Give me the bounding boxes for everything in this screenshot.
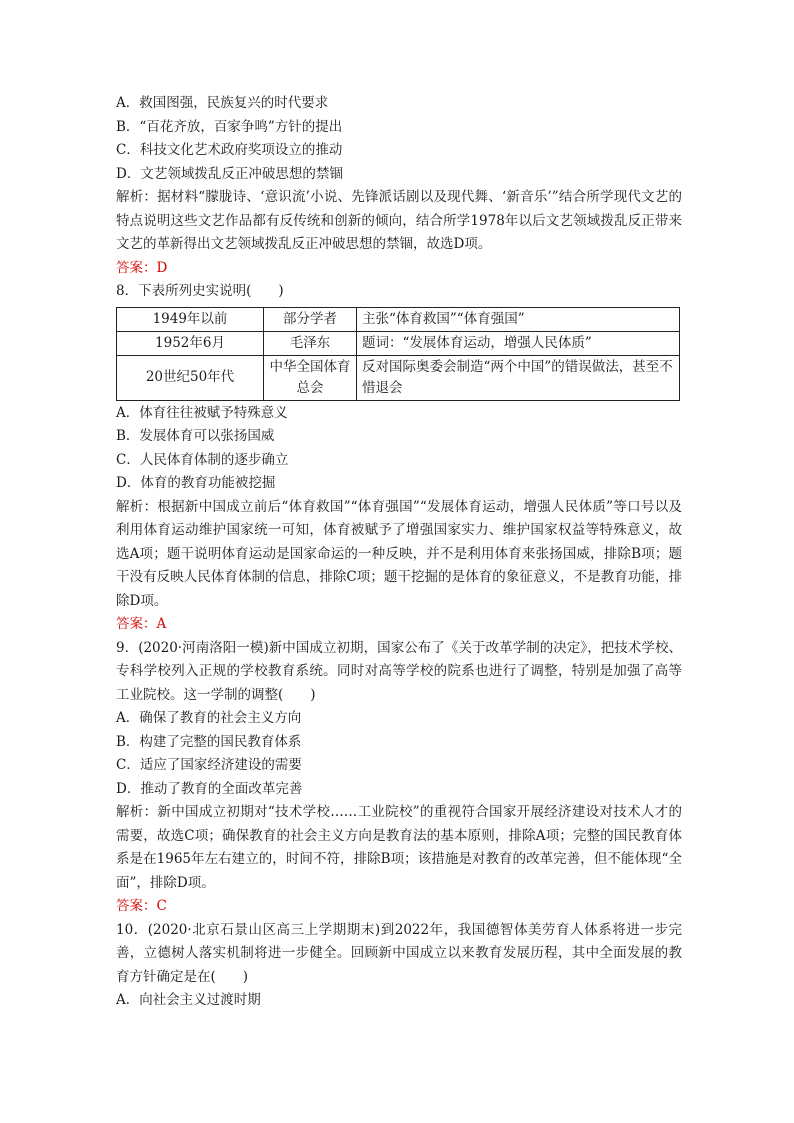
table-cell-time: 1949年以前: [117, 307, 264, 331]
table-cell-subject: 部分学者: [264, 307, 357, 331]
question-stem: 10．(2020·北京石景山区高三上学期期末)到2022年，我国德智体美劳育人体系将进一步完善，立德树人落实机制将进一步健全。回顾新中国成立以来教育发展历程，其中全面发展的教育方针确定是在( ): [116, 921, 682, 985]
table-cell-subject: 中华全国体育总会: [264, 355, 357, 400]
table-cell-event: 反对国际奥委会制造“两个中国”的错误做法，甚至不惜退会: [357, 355, 680, 400]
option-c: C．人民体育体制的逐步确立: [116, 451, 289, 468]
answer: 答案：D: [116, 259, 168, 276]
table-cell-time: 1952年6月: [117, 331, 264, 355]
option-b: B．构建了完整的国民教育体系: [116, 733, 302, 750]
analysis: 解析：据材料“朦胧诗、‘意识流’小说、先锋派话剧以及现代舞、‘新音乐’”结合所学现代文艺的特点说明这些文艺作品都有反传统和创新的倾向，结合所学1978年以后文艺领域拨乱反正带来文艺的革新得出文艺领域拨乱反正冲破思想的禁锢，故选D项。: [116, 189, 682, 252]
question-10: [116, 919, 682, 1013]
option-b: B．发展体育可以张扬国威: [116, 428, 275, 444]
history-facts-table: [116, 307, 680, 401]
question-stem: 8．下表所列史实说明( ): [116, 283, 284, 299]
table-cell-subject: 毛泽东: [264, 331, 357, 355]
question-7: [116, 92, 682, 280]
table-cell-event: 主张“体育救国”“体育强国”: [357, 307, 680, 331]
option-a: A．救国图强，民族复兴的时代要求: [116, 95, 329, 111]
table-cell-time: 20世纪50年代: [117, 355, 264, 400]
option-a: A．向社会主义过渡时期: [116, 992, 261, 1008]
table-cell-event: 题词：“发展体育运动，增强人民体质”: [357, 331, 680, 355]
table-row: [117, 355, 680, 400]
question-8: [116, 280, 682, 637]
analysis: 解析：根据新中国成立前后“体育救国”“体育强国”“发展体育运动，增强人民体质”等口号以及利用体育运动维护国家统一可知，体育被赋予了增强国家实力、维护国家权益等特殊意义，故选A项；题干说明体育运动是国家命运的一种反映，并不是利用体育来张扬国威，排除B项；题干没有反映人民体育体制的信息，排除C项；题干挖掘的是体育的象征意义，不是教育功能，排除D项。: [116, 498, 682, 609]
table-row: [117, 307, 680, 331]
option-d: D．文艺领域拨乱反正冲破思想的禁锢: [116, 165, 343, 182]
analysis: 解析：新中国成立初期对“技术学校……工业院校”的重视符合国家开展经济建设对技术人才的需要，故选C项；确保教育的社会主义方向是教育法的基本原则，排除A项；完整的国民教育体系是在1965年左右建立的，时间不符，排除B项；该措施是对教育的改革完善，但不能体现“全面”，排除D项。: [116, 804, 682, 891]
option-a: A．确保了教育的社会主义方向: [116, 710, 302, 726]
option-a: A．体育往往被赋予特殊意义: [116, 404, 288, 421]
answer: 答案：C: [116, 898, 167, 914]
option-c: C．科技文化艺术政府奖项设立的推动: [116, 142, 343, 158]
option-d: D．推动了教育的全面改革完善: [116, 780, 303, 797]
table-row: [117, 331, 680, 355]
question-stem: 9．(2020·河南洛阳一模)新中国成立初期，国家公布了《关于改革学制的决定》，把技术学校、专科学校列入正规的学校教育系统。同时对高等学校的院系也进行了调整，特别是加强了高等工业院校。这一学制的调整( ): [116, 639, 682, 703]
answer: 答案：A: [116, 616, 167, 632]
question-9: [116, 637, 682, 919]
option-c: C．适应了国家经济建设的需要: [116, 757, 302, 773]
option-d: D．体育的教育功能被挖掘: [116, 475, 276, 491]
document-page: [116, 92, 682, 1013]
option-b: B．“百花齐放，百家争鸣”方针的提出: [116, 118, 343, 135]
